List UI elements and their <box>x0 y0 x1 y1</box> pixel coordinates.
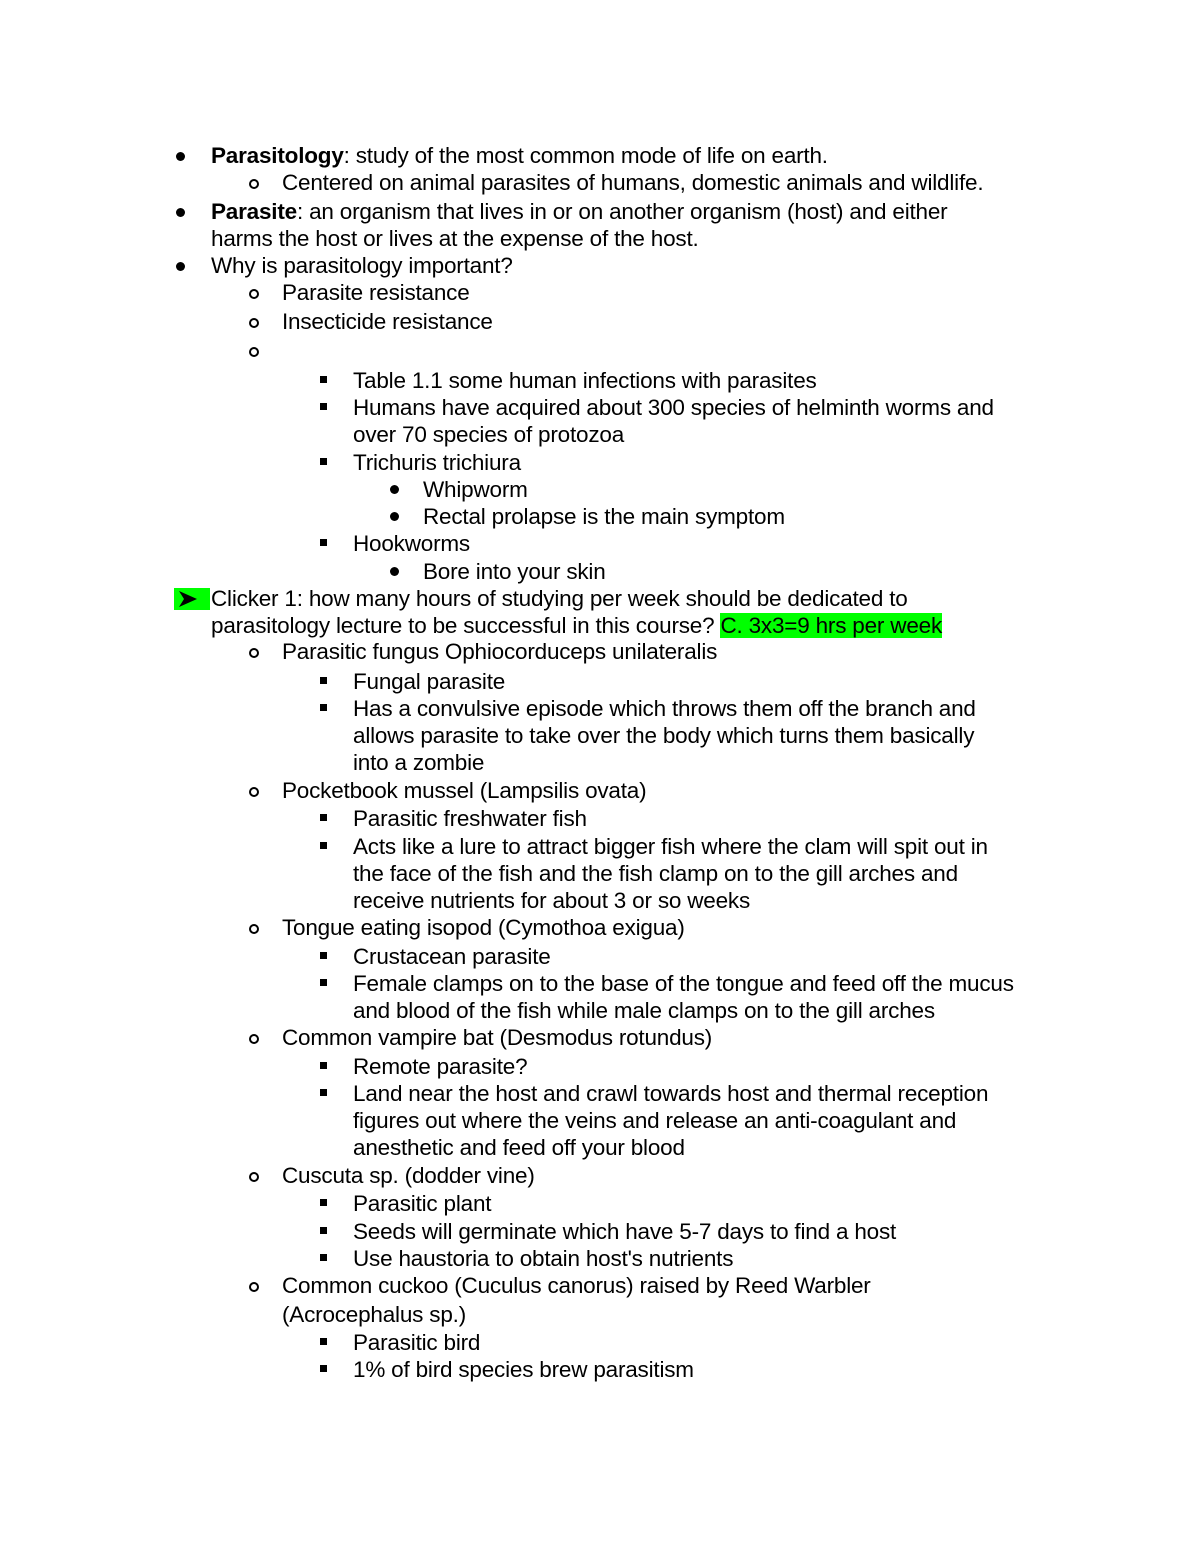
bullet-square-icon <box>320 1199 327 1206</box>
bullet-circle-icon <box>249 1172 259 1182</box>
bullet-square-icon <box>320 1227 327 1234</box>
list-item-continuation: over 70 species of protozoa <box>353 422 625 447</box>
list-item: Parasite resistance <box>282 280 470 305</box>
bullet-square-icon <box>320 1338 327 1345</box>
list-item: Parasitic plant <box>353 1191 492 1216</box>
bullet-square-icon <box>320 979 327 986</box>
bullet-circle-icon <box>249 318 259 328</box>
definition: : study of the most common mode of life on earth. <box>343 143 828 168</box>
bullet-circle-icon <box>249 924 259 934</box>
list-item: Parasitic bird <box>353 1330 481 1355</box>
question-text: parasitology lecture to be successful in this course? <box>211 613 721 638</box>
list-item <box>211 142 828 169</box>
bullet-square-icon <box>320 1254 327 1261</box>
list-item: Pocketbook mussel (Lampsilis ovata) <box>282 778 647 803</box>
list-item: Bore into your skin <box>423 559 606 584</box>
list-item: Humans have acquired about 300 species of helminth worms and <box>353 395 994 420</box>
bullet-square-icon <box>320 842 327 849</box>
list-item <box>211 198 947 225</box>
list-item: Table 1.1 some human infections with parasites <box>353 368 817 393</box>
bullet-square-icon <box>320 952 327 959</box>
definition: : an organism that lives in or on another organism (host) and either <box>296 199 948 224</box>
highlighted-answer: C. 3x3=9 hrs per week <box>720 613 943 638</box>
list-item-continuation: allows parasite to take over the body which turns them basically <box>353 723 975 748</box>
list-item: Seeds will germinate which have 5-7 days to find a host <box>353 1219 897 1244</box>
bullet-circle-icon <box>249 1282 259 1292</box>
list-item: 1% of bird species brew parasitism <box>353 1357 694 1382</box>
bullet-square-icon <box>320 376 327 383</box>
bullet-square-icon <box>320 403 327 410</box>
list-item: Acts like a lure to attract bigger fish where the clam will spit out in <box>353 834 988 859</box>
bullet-disc-icon <box>390 512 399 521</box>
bullet-circle-icon <box>249 179 259 189</box>
list-item: Insecticide resistance <box>282 309 493 334</box>
list-item: Centered on animal parasites of humans, domestic animals and wildlife. <box>282 170 984 195</box>
list-item: Hookworms <box>353 531 470 556</box>
list-item: Clicker 1: how many hours of studying per week should be dedicated to <box>211 586 908 611</box>
list-item-continuation: the face of the fish and the fish clamp on to the gill arches and <box>353 861 958 886</box>
bullet-circle-icon <box>249 289 259 299</box>
list-item: Has a convulsive episode which throws them off the branch and <box>353 696 976 721</box>
list-item: Cuscuta sp. (dodder vine) <box>282 1163 535 1188</box>
bullet-circle-icon <box>249 1034 259 1044</box>
bullet-square-icon <box>320 814 327 821</box>
list-item: Female clamps on to the base of the tongue and feed off the mucus <box>353 971 1014 996</box>
arrow-bullet-icon <box>174 588 210 610</box>
list-item: Crustacean parasite <box>353 944 551 969</box>
bullet-square-icon <box>320 1062 327 1069</box>
bullet-circle-icon <box>249 787 259 797</box>
list-item: Parasitic fungus Ophiocorduceps unilateralis <box>282 639 718 664</box>
bullet-square-icon <box>320 1089 327 1096</box>
list-item-continuation: harms the host or lives at the expense of the host. <box>211 226 699 251</box>
term: Parasitology <box>211 143 344 168</box>
term: Parasite <box>211 199 297 224</box>
list-item-continuation: figures out where the veins and release an anti-coagulant and <box>353 1108 957 1133</box>
list-item: Trichuris trichiura <box>353 450 521 475</box>
bullet-disc-icon <box>176 152 185 161</box>
bullet-square-icon <box>320 1365 327 1372</box>
bullet-square-icon <box>320 458 327 465</box>
bullet-square-icon <box>320 539 327 546</box>
list-item: Common vampire bat (Desmodus rotundus) <box>282 1025 713 1050</box>
list-item: Common cuckoo (Cuculus canorus) raised by Reed Warbler <box>282 1273 871 1298</box>
bullet-disc-icon <box>176 262 185 271</box>
bullet-disc-icon <box>176 208 185 217</box>
list-item: Tongue eating isopod (Cymothoa exigua) <box>282 915 685 940</box>
list-item-continuation <box>211 612 942 639</box>
list-item: Remote parasite? <box>353 1054 528 1079</box>
list-item: Why is parasitology important? <box>211 253 513 278</box>
list-item: Use haustoria to obtain host's nutrients <box>353 1246 734 1271</box>
list-item-continuation: receive nutrients for about 3 or so weeks <box>353 888 751 913</box>
list-item-continuation: and blood of the fish while male clamps on to the gill arches <box>353 998 935 1023</box>
bullet-circle-icon <box>249 648 259 658</box>
bullet-disc-icon <box>390 485 399 494</box>
bullet-disc-icon <box>390 567 399 576</box>
list-item-continuation: (Acrocephalus sp.) <box>282 1302 466 1327</box>
bullet-circle-icon <box>249 347 259 357</box>
list-item: Parasitic freshwater fish <box>353 806 587 831</box>
list-item: Rectal prolapse is the main symptom <box>423 504 785 529</box>
bullet-square-icon <box>320 677 327 684</box>
list-item: Land near the host and crawl towards host and thermal reception <box>353 1081 989 1106</box>
list-item: Fungal parasite <box>353 669 506 694</box>
bullet-square-icon <box>320 704 327 711</box>
list-item-continuation: anesthetic and feed off your blood <box>353 1135 685 1160</box>
list-item-continuation: into a zombie <box>353 750 485 775</box>
list-item: Whipworm <box>423 477 528 502</box>
